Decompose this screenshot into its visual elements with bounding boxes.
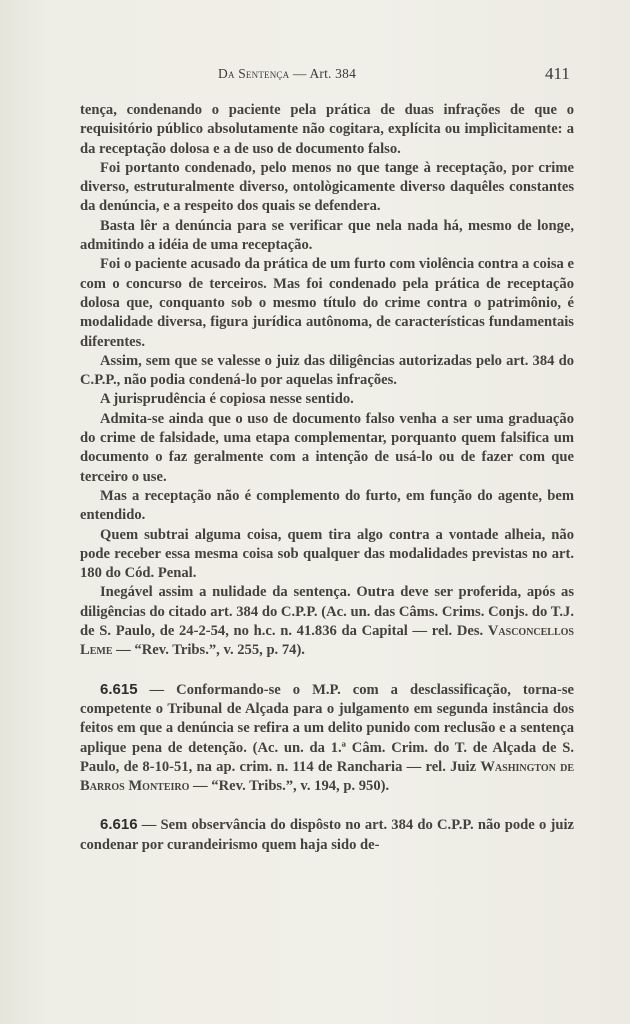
paragraph: Foi portanto condenado, pelo menos no que tange à receptação, por crime diverso, estruturalmente diverso, ontològicamente diverso daquêles constantes da denúncia, e a respeito dos quais se defendera. bbox=[80, 159, 574, 215]
title-separator: — bbox=[289, 66, 310, 81]
section-number: 6.615 bbox=[100, 680, 138, 698]
paragraph: A jurisprudência é copiosa nesse sentido. bbox=[100, 391, 354, 408]
paragraph: Foi o paciente acusado da prática de um furto com violência contra a coisa e com o concurso de terceiros. Mas foi condenado pela prática de receptação dolosa que, conquanto sob o mesmo título do crime contra o patrimônio, é modalidade diversa, figura jurídica autônoma, de características fundamentais diferentes. bbox=[80, 256, 574, 350]
section-6616 bbox=[80, 815, 574, 855]
article-ref: Art. 384 bbox=[309, 66, 357, 81]
paragraph: Mas a receptação não é complemento do furto, em função do agente, bem entendido. bbox=[80, 487, 574, 524]
citation-source: — “Rev. Tribs.”, v. 194, p. 950). bbox=[189, 778, 390, 795]
section-number: 6.616 bbox=[100, 816, 138, 834]
paragraph: Assim, sem que se valesse o juiz das diligências autorizadas pelo art. 384 do C.P.P., não podia condená-lo por aquelas infrações. bbox=[80, 352, 574, 389]
paragraph-continued: tença, condenando o paciente pela prática de duas infrações de que o requisitório público absolutamente não cogitara, explícita ou implìcitamente: a da receptação dolosa e a de uso de documento falso. bbox=[80, 102, 574, 157]
citation-source: — “Rev. Tribs.”, v. 255, p. 74). bbox=[112, 642, 305, 659]
judge-name: Vasconcellos Leme bbox=[80, 623, 574, 659]
section-text: — Sem observância do dispôsto no art. 384 do C.P.P. não pode o juiz condenar por curandeirismo quem haja sido de- bbox=[80, 817, 574, 853]
citation-text: Inegável assim a nulidade da sentença. Outra deve ser proferida, após as diligências do citado art. 384 do C.P.P. (Ac. un. das Câms. Crims. Conjs. do T.J. de S. Paulo, de 24-2-54, no h.c. n. 41.836 da Capital — rel. Des. bbox=[80, 584, 574, 640]
section-6615 bbox=[80, 680, 574, 797]
paragraph: Admita-se ainda que o uso de documento falso venha a ser uma graduação do crime de falsidade, uma etapa complementar, porquanto quem falsifica um documento o faz geralmente com a intenção de usá-lo ou de fazer com que terceiro o use. bbox=[80, 410, 574, 485]
running-head bbox=[0, 62, 630, 92]
paragraph-citation bbox=[80, 583, 574, 660]
chapter-title: Da Sentença bbox=[218, 66, 290, 81]
judge-name: Washington de Barros Monteiro bbox=[80, 758, 575, 795]
section-text: — Conformando-se o M.P. com a desclassificação, torna-se competente o Tribunal de Alçada para o julgamento em segunda instância dos feitos em que a denúncia se refira a um delito punido com reclusão e a sentença aplique pena de detenção. (Ac. un. da 1.ª Câm. Crim. do T. de Alçada de S. Paulo, de 8-10-51, na ap. crim. n. 114 de Rancharia — rel. Juiz bbox=[80, 681, 574, 775]
page-number: 411 bbox=[545, 64, 570, 83]
paragraph: Quem subtrai alguma coisa, quem tira algo contra a vontade alheia, não pode receber essa mesma coisa sob qualquer das modalidades previstas no art. 180 do Cód. Penal. bbox=[80, 526, 574, 582]
body-text bbox=[80, 101, 574, 855]
running-head-title bbox=[218, 66, 356, 82]
paragraph: Basta lêr a denúncia para se verificar que nela nada há, mesmo de longe, admitindo a idéia de uma receptação. bbox=[80, 217, 574, 254]
